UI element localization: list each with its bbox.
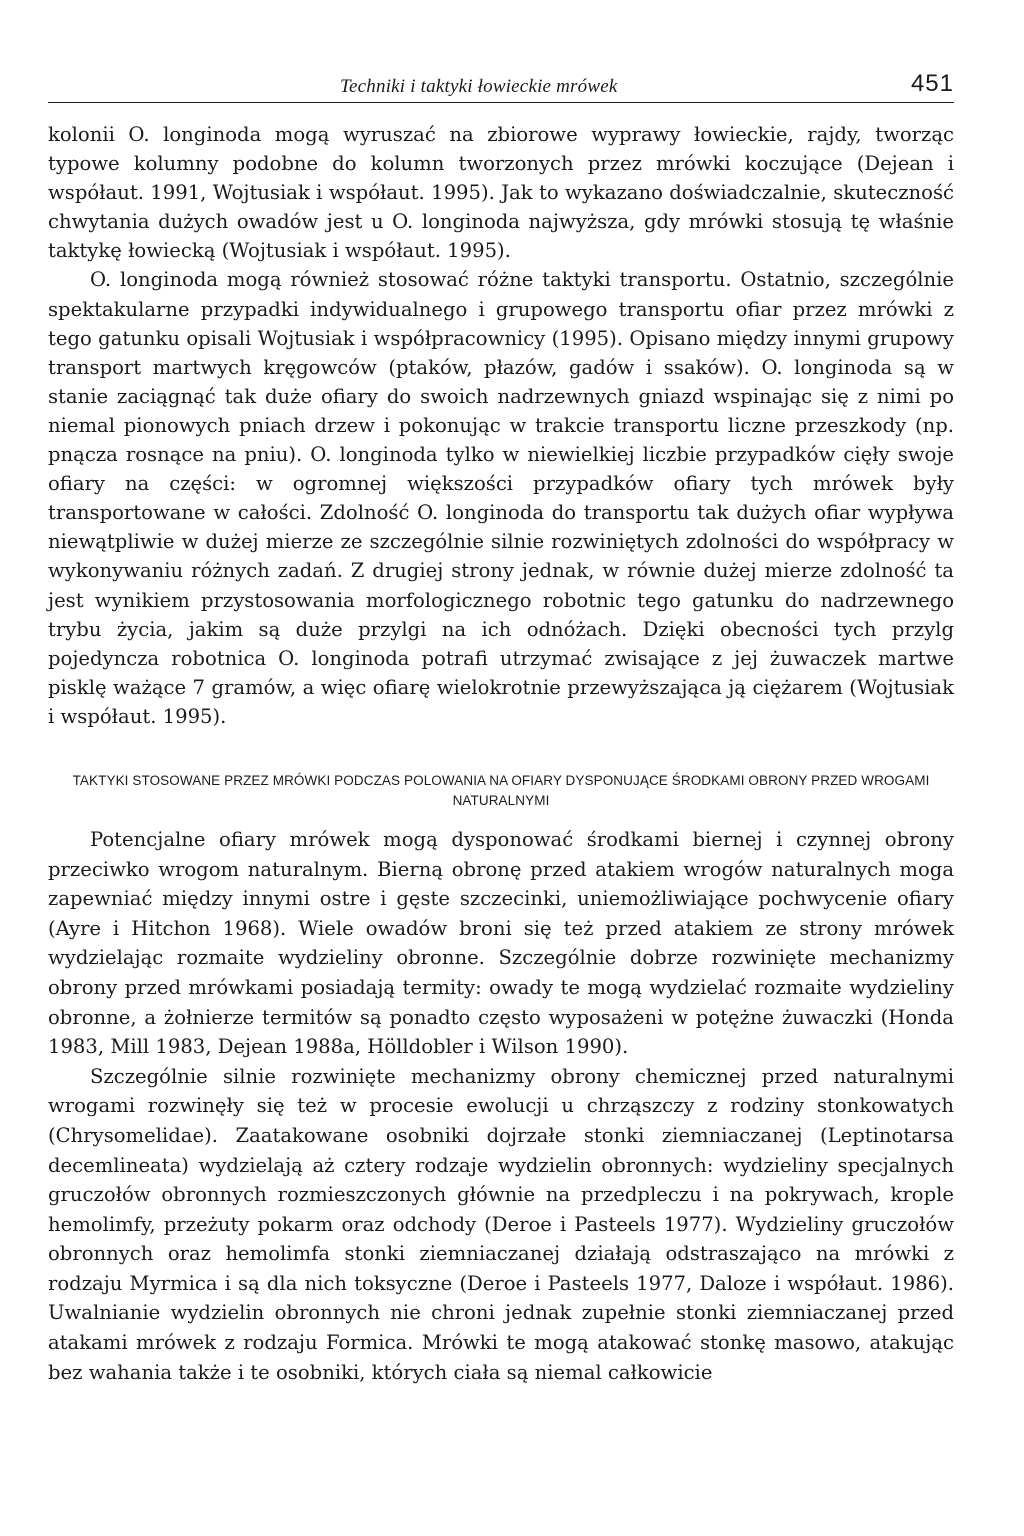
section-heading: TAKTYKI STOSOWANE PRZEZ MRÓWKI PODCZAS POLOWANIA NA OFIARY DYSPONUJĄCE ŚRODKAMI OBRONY PRZED WROGAMI NATURALNYMI xyxy=(72,772,930,808)
body-text xyxy=(48,120,954,1387)
header-rule xyxy=(48,102,954,103)
paragraph-continuation: kolonii O. longinoda mogą wyruszać na zbiorowe wyprawy łowieckie, rajdy, tworząc typowe kolumny podobne do kolumn tworzonych przez mrówki koczujące (Dejean i współaut. 1991, Wojtusiak i współaut. 1995). Jak to wykazano doświadczalnie, skuteczność chwytania dużych owadów jest u O. longinoda najwyższa, gdy mrówki stosują tę właśnie taktykę łowiecką (Wojtusiak i współaut. 1995). xyxy=(48,123,954,263)
running-header-title: Techniki i taktyki łowieckie mrówek xyxy=(340,76,618,97)
page-number: 451 xyxy=(910,70,954,97)
running-header xyxy=(48,70,954,106)
paragraph-defense: Potencjalne ofiary mrówek mogą dysponować środkami biernej i czynnej obrony przeciwko wrogom naturalnym. Bierną obronę przed atakiem wrogów naturalnych moga zapewniać między innymi ostre i gęste szczecinki, uniemożliwiające pochwycenie ofiary (Ayre i Hitchon 1968). Wiele owadów broni się też przed atakiem ze strony mrówek wydzielając rozmaite wydzieliny obronne. Szczególnie dobrze rozwinięte mechanizmy obrony przed mrówkami posiadają termity: owady te mogą wydzielać rozmaite wydzieliny obronne, a żołnierze termitów są ponadto często wyposażeni w potężne żuwaczki (Honda 1983, Mill 1983, Dejean 1988a, Hölldobler i Wilson 1990). xyxy=(48,827,954,1059)
paragraph-chemical-defense: Szczególnie silnie rozwinięte mechanizmy obrony chemicznej przed naturalnymi wrogami rozwinęły się też w procesie ewolucji u chrząszczy z rodziny stonkowatych (Chrysomelidae). Zaatakowane osobniki dojrzałe stonki ziemniaczanej (Leptinotarsa decemlineata) wydzielają aż cztery rodzaje wydzielin obronnych: wydzieliny specjalnych gruczołów obronnych rozmieszczonych głównie na przedpleczu i na pokrywach, krople hemolimfy, przeżuty pokarm oraz odchody (Deroe i Pasteels 1977). Wydzieliny gruczołów obronnych oraz hemolimfa stonki ziemniaczanej działają odstraszająco na mrówki z rodzaju Myrmica i są dla nich toksyczne (Deroe i Pasteels 1977, Daloze i współaut. 1986). Uwalnianie wydzielin obronnych nie chroni jednak zupełnie stonki ziemniaczanej przed atakami mrówek z rodzaju Formica. Mrówki te mogą atakować stonkę masowo, atakując bez wahania także i te osobniki, których ciała są niemal całkowicie xyxy=(48,1064,954,1384)
section-body xyxy=(48,825,954,1387)
paragraph-transport: O. longinoda mogą również stosować różne taktyki transportu. Ostatnio, szczególnie spektakularne przypadki indywidualnego i grupowego transportu ofiar przez mrówki z tego gatunku opisali Wojtusiak i współpracownicy (1995). Opisano między innymi grupowy transport martwych kręgowców (ptaków, płazów, gadów i ssaków). O. longinoda są w stanie zaciągnąć tak duże ofiary do swoich nadrzewnych gniazd wspinając się z nimi po niemal pionowych pniach drzew i pokonując w trakcie transportu liczne przeszkody (np. pnącza rosnące na pniu). O. longinoda tylko w niewielkiej liczbie przypadków cięły swoje ofiary na części: w ogromnej większości przypadków ofiary tych mrówek były transportowane w całości. Zdolność O. longinoda do transportu tak dużych ofiar wypływa niewątpliwie w dużej mierze ze szczególnie silnie rozwiniętych zdolności do współpracy w wykonywaniu różnych zadań. Z drugiej strony jednak, w równie dużej mierze zdolność ta jest wynikiem przystosowania morfologicznego robotnic tego gatunku do nadrzewnego trybu życia, jakim są duże przylgi na ich odnóżach. Dzięki obecności tych przylg pojedyncza robotnica O. longinoda potrafi utrzymać zwisające z jej żuwaczek martwe pisklę ważące 7 gramów, a więc ofiarę wielokrotnie przewyższająca ją ciężarem (Wojtusiak i współaut. 1995). xyxy=(48,268,954,728)
